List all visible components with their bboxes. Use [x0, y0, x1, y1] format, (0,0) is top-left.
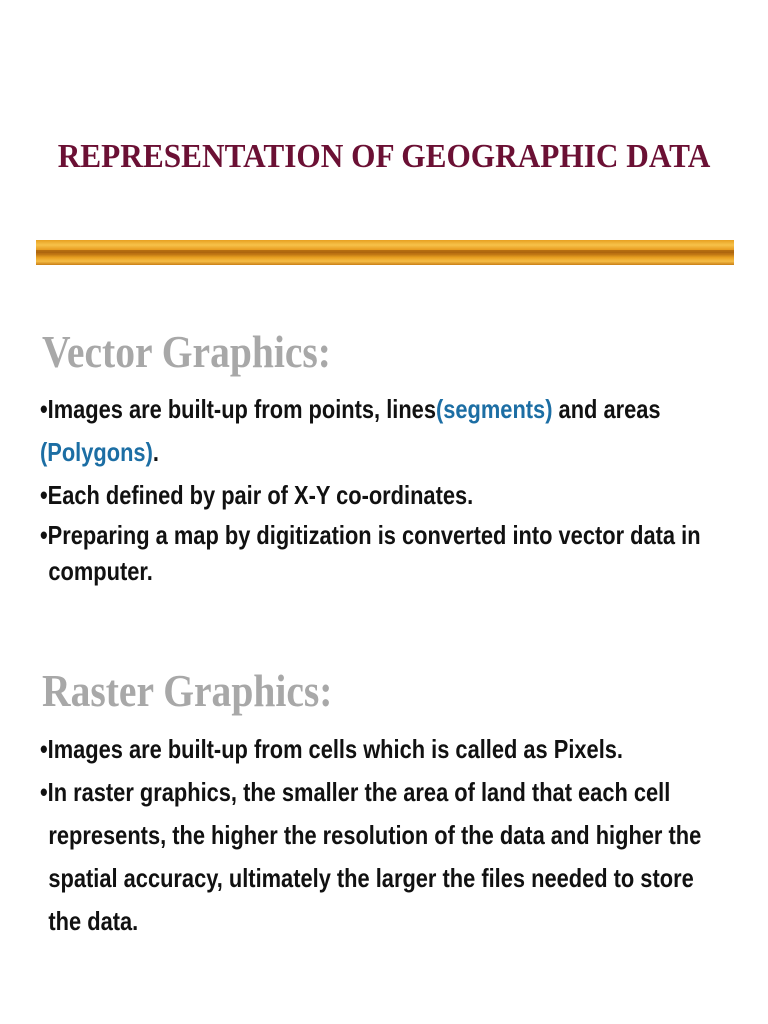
raster-bullet-1: •Images are built-up from cells which is called as Pixels. — [40, 734, 623, 764]
vector-bullet-1-text: •Images are built-up from points, lines — [40, 394, 436, 424]
segments-highlight: (segments) — [435, 394, 553, 424]
vector-bullet-1-period: . — [152, 437, 159, 467]
slide-title: REPRESENTATION OF GEOGRAPHIC DATA — [57, 138, 711, 175]
vector-bullet-3-line-2: computer. — [48, 556, 153, 586]
raster-bullet-2-line-3: spatial accuracy, ultimately the larger the files needed to store — [48, 863, 694, 893]
raster-bullet-2-line-4: the data. — [48, 906, 139, 936]
raster-graphics-heading: Raster Graphics: — [42, 665, 333, 716]
raster-bullet-2-line-1: •In raster graphics, the smaller the area of land that each cell — [40, 777, 671, 807]
vector-bullet-1-line-1 — [40, 388, 737, 431]
vector-bullet-1-line-2 — [40, 431, 737, 474]
raster-bullet-2-line-2: represents, the higher the resolution of the data and higher the — [48, 820, 702, 850]
polygons-highlight: (Polygons) — [40, 437, 153, 467]
vector-graphics-heading: Vector Graphics: — [42, 326, 331, 377]
vector-bullet-list — [40, 388, 737, 589]
vector-bullet-3-line-1: •Preparing a map by digitization is converted into vector data in — [40, 520, 701, 550]
vector-bullet-2: •Each defined by pair of X-Y co-ordinates. — [40, 480, 474, 510]
title-divider-bar — [36, 240, 734, 265]
raster-bullet-list — [40, 728, 737, 943]
vector-bullet-1-text-cont: and areas — [552, 394, 661, 424]
